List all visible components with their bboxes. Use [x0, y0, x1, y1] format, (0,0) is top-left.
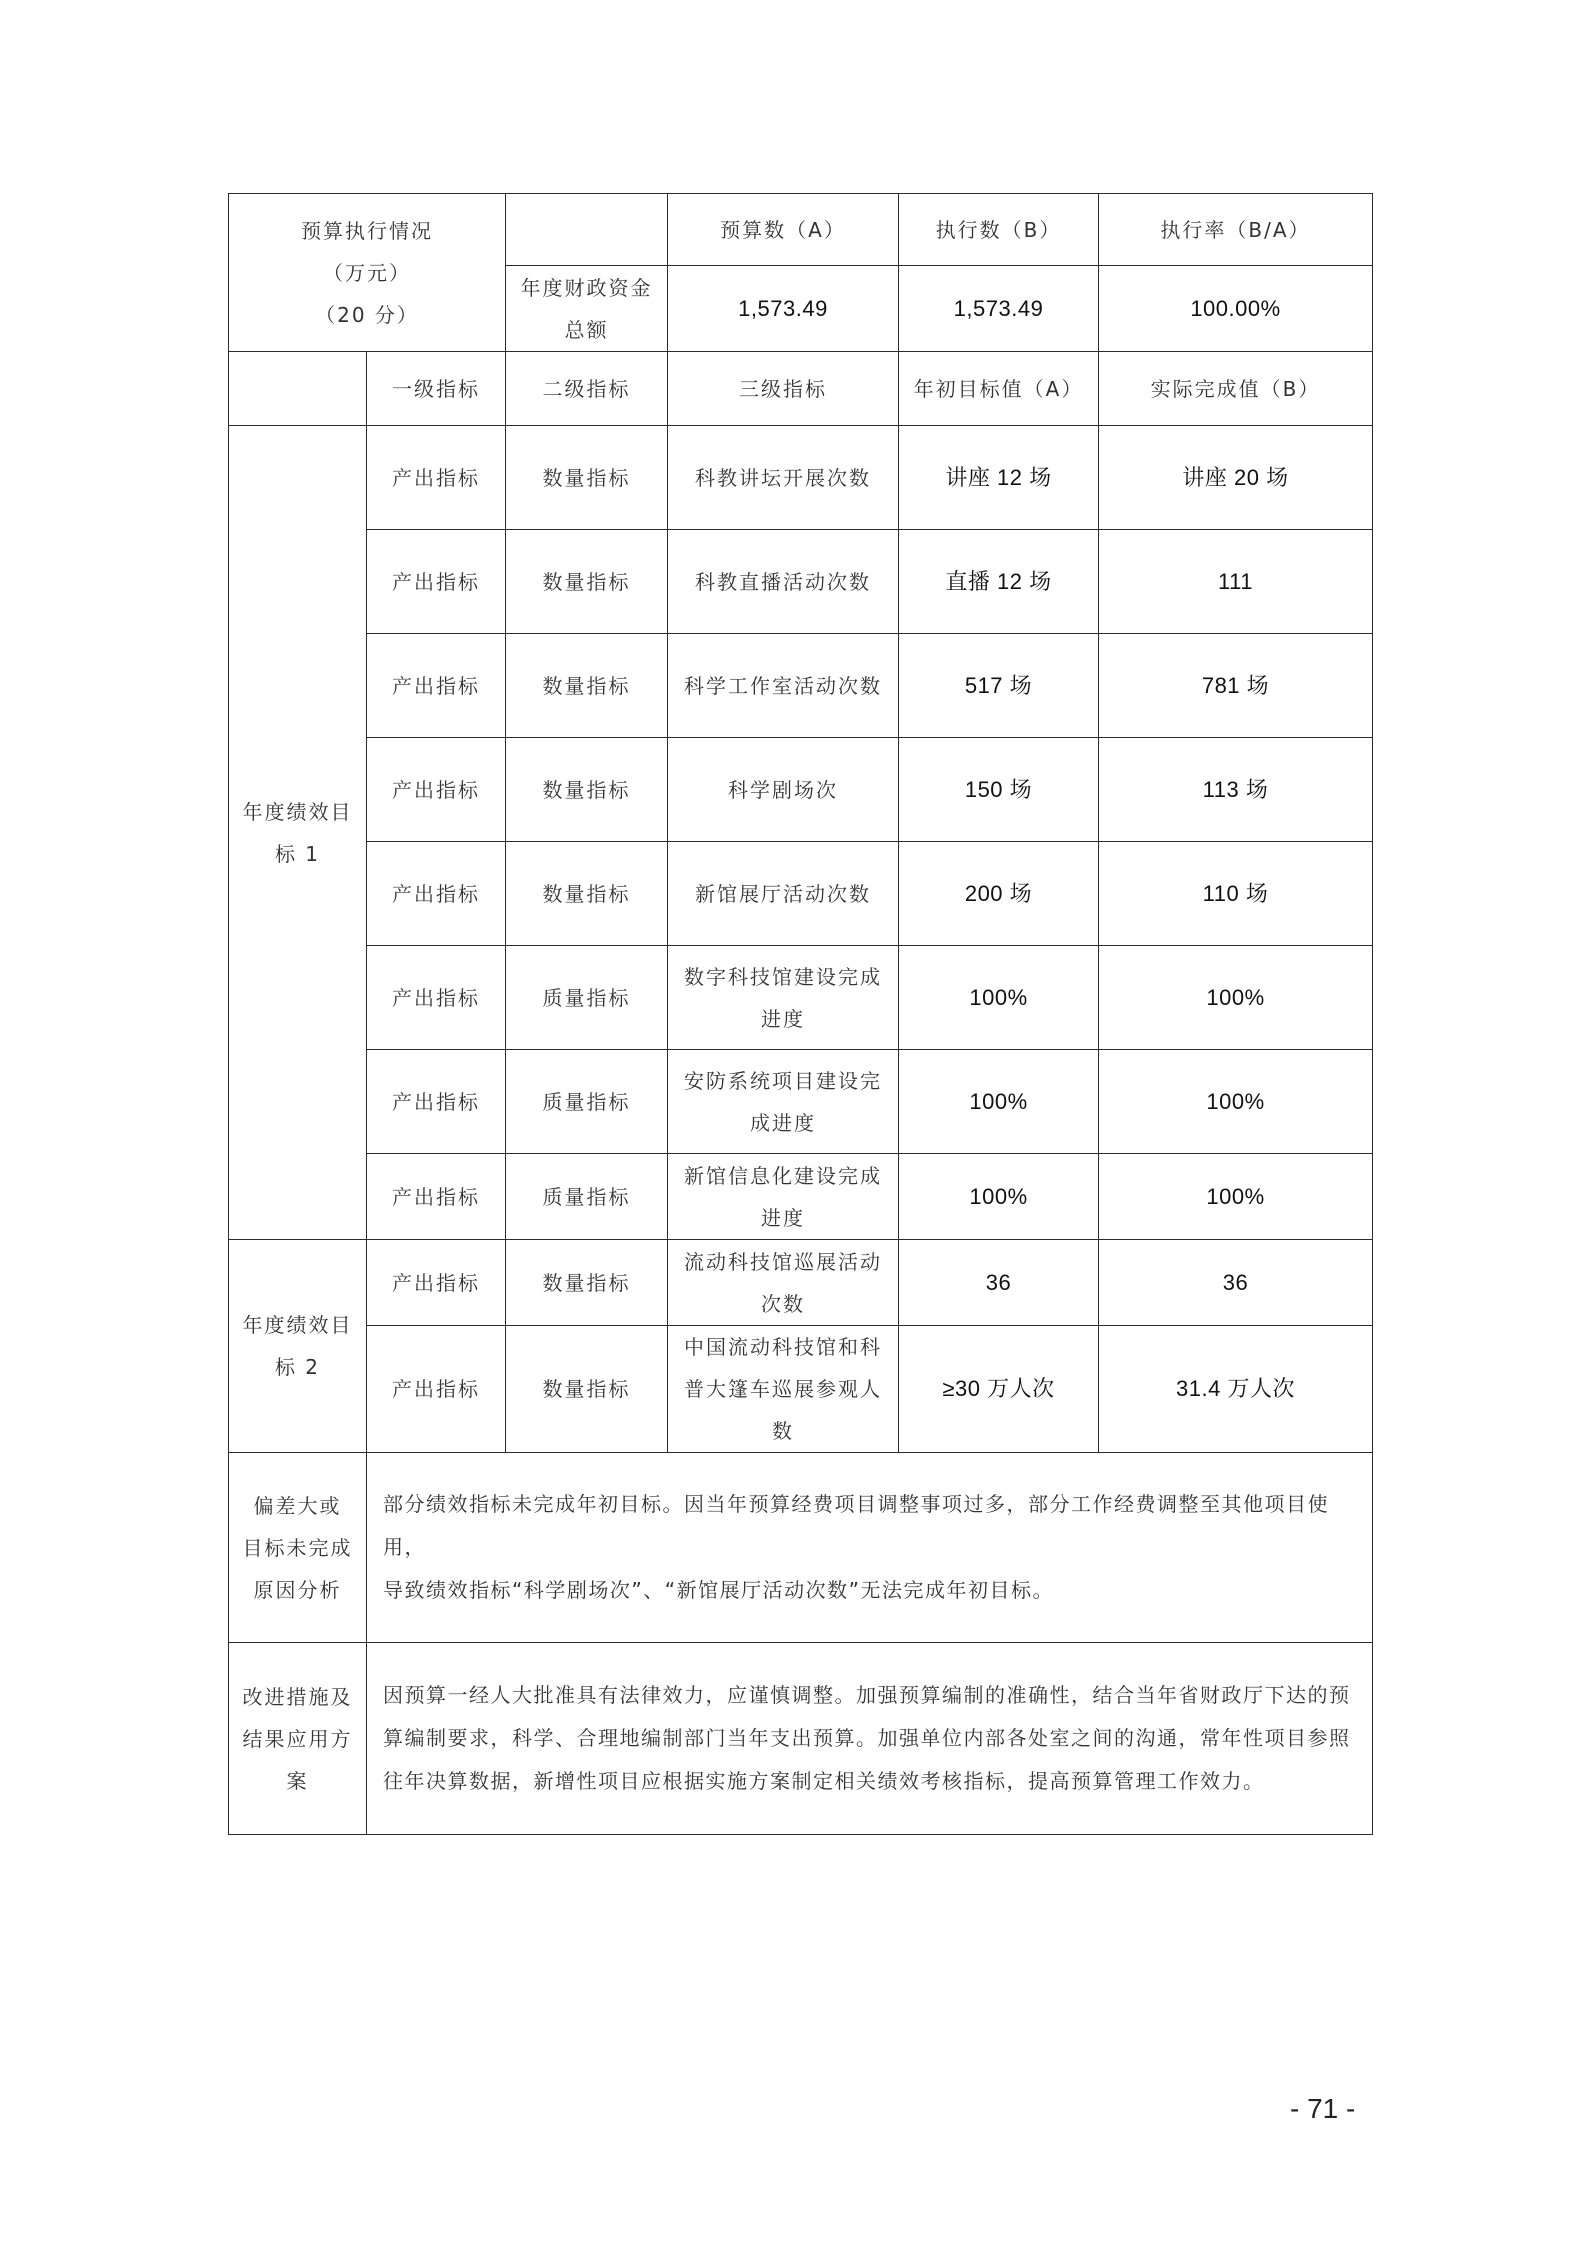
table-row — [229, 946, 1373, 1050]
level2-cell: 质量指标 — [506, 946, 668, 1050]
level1-cell: 产出指标 — [367, 1050, 506, 1154]
table-row — [229, 634, 1373, 738]
goal2-label: 年度绩效目 标 2 — [229, 1240, 367, 1453]
level3-cell: 安防系统项目建设完 成进度 — [668, 1050, 899, 1154]
header-actual: 实际完成值（B） — [1099, 352, 1373, 426]
level1-cell: 产出指标 — [367, 1326, 506, 1453]
level3-cell: 科教直播活动次数 — [668, 530, 899, 634]
deviation-label: 偏差大或 目标未完成 原因分析 — [229, 1453, 367, 1643]
col-budget-header: 预算数（A） — [668, 194, 899, 266]
budget-blank-cell — [506, 194, 668, 266]
indicator-header-row — [229, 352, 1373, 426]
header-level2: 二级指标 — [506, 352, 668, 426]
level2-cell: 数量指标 — [506, 426, 668, 530]
level2-cell: 数量指标 — [506, 634, 668, 738]
target-cell: 直播 12 场 — [899, 530, 1099, 634]
actual-cell: 110 场 — [1099, 842, 1373, 946]
col-rate-header: 执行率（B/A） — [1099, 194, 1373, 266]
header-level1: 一级指标 — [367, 352, 506, 426]
level3-cell: 科学剧场次 — [668, 738, 899, 842]
improvement-row — [229, 1643, 1373, 1835]
target-cell: 100% — [899, 1154, 1099, 1240]
goal1-label: 年度绩效目 标 1 — [229, 426, 367, 1240]
level1-cell: 产出指标 — [367, 946, 506, 1050]
table-row — [229, 1326, 1373, 1453]
target-cell: 100% — [899, 1050, 1099, 1154]
target-cell: ≥30 万人次 — [899, 1326, 1099, 1453]
deviation-row — [229, 1453, 1373, 1643]
level3-cell: 新馆信息化建设完成 进度 — [668, 1154, 899, 1240]
table-row — [229, 426, 1373, 530]
deviation-text: 部分绩效指标未完成年初目标。因当年预算经费项目调整事项过多，部分工作经费调整至其他项目使用， 导致绩效指标“科学剧场次”、“新馆展厅活动次数”无法完成年初目标。 — [367, 1453, 1373, 1643]
actual-cell: 113 场 — [1099, 738, 1373, 842]
actual-cell: 100% — [1099, 1154, 1373, 1240]
target-cell: 36 — [899, 1240, 1099, 1326]
level2-cell: 数量指标 — [506, 738, 668, 842]
target-cell: 150 场 — [899, 738, 1099, 842]
level2-cell: 质量指标 — [506, 1154, 668, 1240]
budget-header-row — [229, 194, 1373, 266]
level3-cell: 科教讲坛开展次数 — [668, 426, 899, 530]
level1-cell: 产出指标 — [367, 738, 506, 842]
level1-cell: 产出指标 — [367, 634, 506, 738]
level1-cell: 产出指标 — [367, 1240, 506, 1326]
target-cell: 517 场 — [899, 634, 1099, 738]
budget-value: 1,573.49 — [668, 266, 899, 352]
performance-table — [228, 193, 1373, 1835]
actual-cell: 31.4 万人次 — [1099, 1326, 1373, 1453]
level3-cell: 科学工作室活动次数 — [668, 634, 899, 738]
level1-cell: 产出指标 — [367, 1154, 506, 1240]
level3-cell: 流动科技馆巡展活动 次数 — [668, 1240, 899, 1326]
header-level3: 三级指标 — [668, 352, 899, 426]
target-cell: 讲座 12 场 — [899, 426, 1099, 530]
actual-cell: 讲座 20 场 — [1099, 426, 1373, 530]
exec-value: 1,573.49 — [899, 266, 1099, 352]
table-row — [229, 530, 1373, 634]
level3-cell: 中国流动科技馆和科 普大篷车巡展参观人 数 — [668, 1326, 899, 1453]
table-row — [229, 1240, 1373, 1326]
improvement-text: 因预算一经人大批准具有法律效力，应谨慎调整。加强预算编制的准确性，结合当年省财政厅下达的预 算编制要求，科学、合理地编制部门当年支出预算。加强单位内部各处室之间的沟通，常年性项目参照 往年决算数据，新增性项目应根据实施方案制定相关绩效考核指标，提高预算管理工作效力。 — [367, 1643, 1373, 1835]
level2-cell: 数量指标 — [506, 1326, 668, 1453]
header-target: 年初目标值（A） — [899, 352, 1099, 426]
level3-cell: 新馆展厅活动次数 — [668, 842, 899, 946]
page-number: - 71 - — [1290, 2093, 1356, 2124]
level2-cell: 数量指标 — [506, 842, 668, 946]
indicator-header-blank — [229, 352, 367, 426]
rate-value: 100.00% — [1099, 266, 1373, 352]
actual-cell: 111 — [1099, 530, 1373, 634]
level1-cell: 产出指标 — [367, 426, 506, 530]
level1-cell: 产出指标 — [367, 842, 506, 946]
target-cell: 100% — [899, 946, 1099, 1050]
actual-cell: 36 — [1099, 1240, 1373, 1326]
level3-cell: 数字科技馆建设完成 进度 — [668, 946, 899, 1050]
level2-cell: 数量指标 — [506, 530, 668, 634]
table-row — [229, 1050, 1373, 1154]
improvement-label: 改进措施及 结果应用方 案 — [229, 1643, 367, 1835]
actual-cell: 100% — [1099, 946, 1373, 1050]
col-exec-header: 执行数（B） — [899, 194, 1099, 266]
table-row — [229, 842, 1373, 946]
budget-section-label: 预算执行情况 （万元） （20 分） — [229, 194, 506, 352]
table-row — [229, 738, 1373, 842]
table-row — [229, 1154, 1373, 1240]
level1-cell: 产出指标 — [367, 530, 506, 634]
budget-row-label: 年度财政资金 总额 — [506, 266, 668, 352]
actual-cell: 100% — [1099, 1050, 1373, 1154]
level2-cell: 数量指标 — [506, 1240, 668, 1326]
target-cell: 200 场 — [899, 842, 1099, 946]
actual-cell: 781 场 — [1099, 634, 1373, 738]
level2-cell: 质量指标 — [506, 1050, 668, 1154]
